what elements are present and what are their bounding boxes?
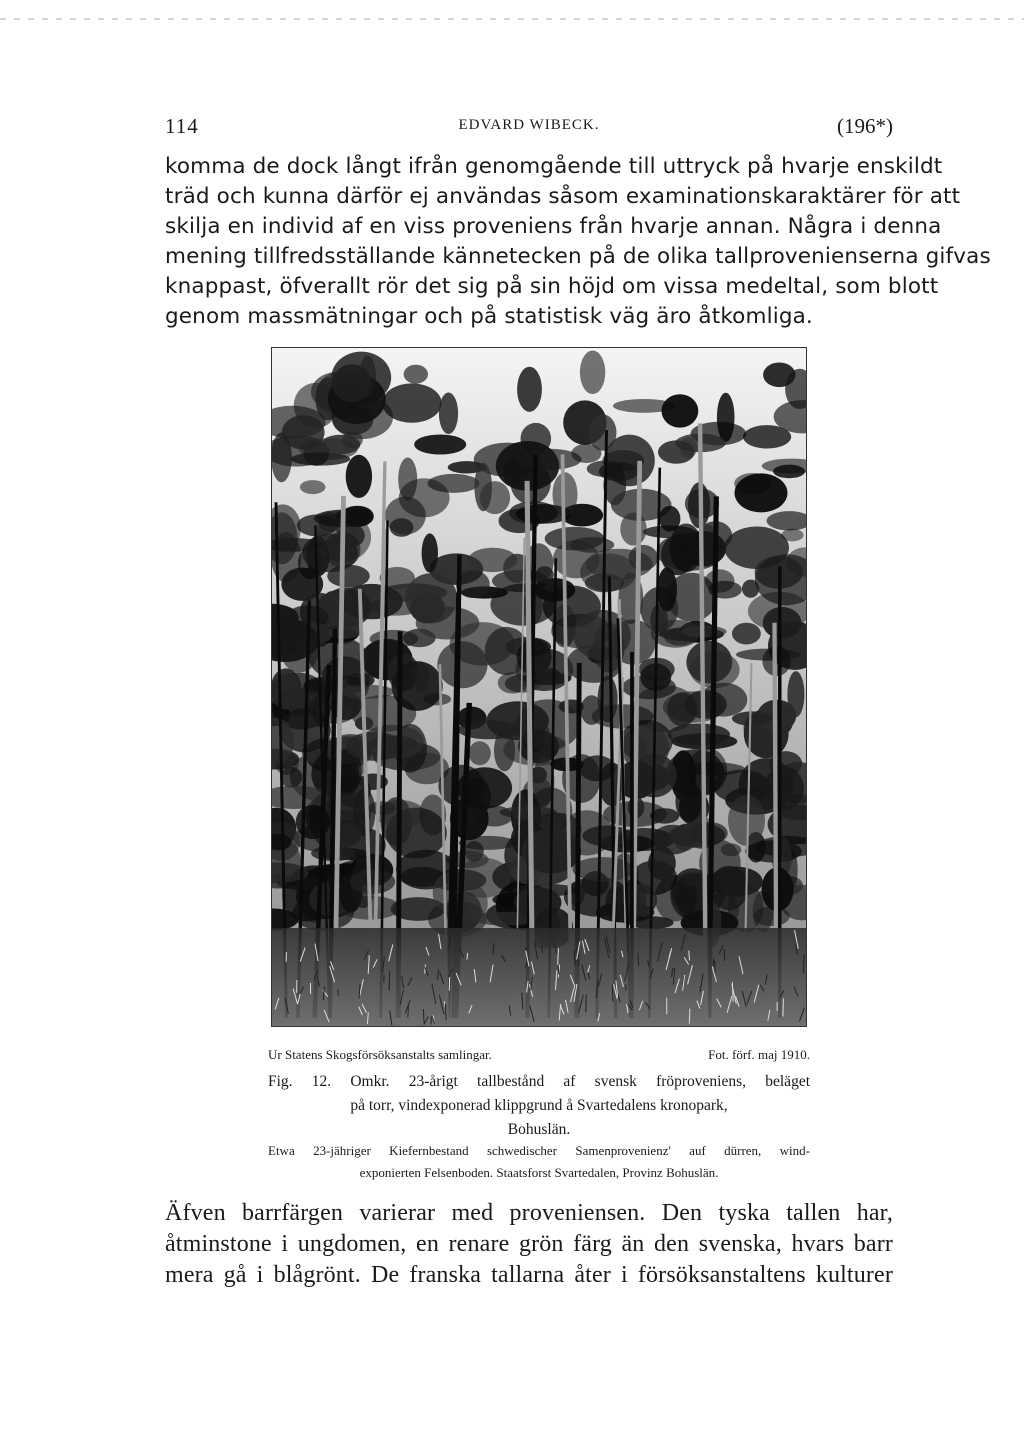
foliage-clump	[709, 866, 748, 910]
caption-line: Fig. 12. Omkr. 23-årigt tallbestånd af svensk fröproveniens, beläget	[268, 1073, 810, 1090]
text-line: knappast, öfverallt rör det sig på sin höjd om vissa medeltal, som blott	[165, 274, 939, 299]
foliage-clump	[515, 699, 580, 750]
foliage-clump	[280, 767, 302, 788]
running-title: EDVARD WIBECK.	[458, 117, 600, 133]
foliage-clump	[657, 567, 677, 611]
grass-blade	[783, 998, 784, 1016]
foliage-clump	[773, 465, 805, 479]
caption-line: på torr, vindexponerad klippgrund å Svartedalens kronopark,	[350, 1097, 728, 1114]
grass-blade	[558, 948, 559, 964]
grass-blade	[803, 955, 804, 974]
grass-blade	[612, 984, 613, 1001]
foliage-clump	[670, 524, 703, 573]
body-paragraph-2	[165, 1198, 893, 1291]
foliage-clump	[680, 872, 701, 886]
page-number: 114	[165, 114, 199, 138]
foliage-clump	[516, 449, 581, 470]
foliage-clump	[764, 767, 804, 810]
grass-blade	[713, 958, 714, 965]
foliage-clump	[282, 415, 325, 449]
sheet-mark: (196*)	[837, 114, 893, 138]
foliage-clump	[300, 480, 326, 494]
foliage-clump	[668, 724, 730, 746]
foliage-clump	[743, 425, 791, 448]
credit-photographer: Fot. förf. maj 1910.	[708, 1047, 810, 1062]
body-paragraph-1	[165, 152, 991, 332]
grass-blade	[724, 949, 725, 961]
caption-line: Bohuslän.	[507, 1121, 571, 1138]
pine-forest-photo	[272, 348, 806, 1026]
text-line: Äfven barrfärgen varierar med proveniensen. Den tyska tallen har,	[165, 1200, 893, 1226]
foliage-clump	[629, 545, 658, 571]
foliage-clump	[350, 869, 395, 894]
foliage-clump	[291, 452, 351, 465]
caption-line: Etwa 23-jähriger Kiefernbestand schwedischer Samenprovenienz' auf dürren, wind-	[268, 1143, 810, 1158]
grass-blade	[689, 951, 690, 961]
foliage-clump	[439, 393, 458, 435]
foliage-clump	[686, 641, 732, 684]
foliage-clump	[405, 573, 457, 623]
foliage-clump	[414, 435, 466, 455]
foliage-clump	[579, 755, 615, 781]
foliage-clump	[469, 741, 491, 765]
text-line: skilja en individ af en viss proveniens från hvarje annan. Några i denna	[165, 214, 942, 239]
foliage-clump	[705, 569, 735, 592]
text-line: åtminstone i ungdomen, en renare grön färg än den svenska, hvars barr	[165, 1231, 893, 1257]
text-line: träd och kunna därför ej användas såsom examinationskaraktärer för att	[165, 184, 961, 209]
text-line: komma de dock långt ifrån genomgående till uttryck på hvarje enskildt	[165, 154, 943, 179]
foliage-clump	[535, 566, 554, 583]
foliage-clump	[528, 788, 572, 835]
page-header	[165, 114, 893, 140]
figure-caption-swedish	[268, 1070, 810, 1142]
grass-blade	[689, 1009, 690, 1024]
foliage-clump	[459, 836, 516, 850]
foliage-clump	[537, 668, 562, 682]
text-line: mera gå i blågrönt. De franska tallarna åter i försöksanstaltens kulturer	[165, 1262, 893, 1288]
foliage-clump	[685, 690, 727, 719]
foliage-clump	[735, 473, 788, 512]
foliage-clump	[342, 431, 363, 448]
foliage-clump	[732, 623, 761, 645]
foliage-clump	[346, 732, 404, 761]
figure-photograph	[271, 347, 807, 1027]
foliage-clump	[422, 533, 438, 572]
figure-caption-german	[268, 1140, 810, 1184]
grass-blade	[389, 971, 390, 990]
foliage-clump	[728, 795, 765, 846]
foliage-clump	[662, 394, 699, 427]
foliage-clump	[370, 630, 419, 648]
foliage-clump	[659, 506, 680, 532]
foliage-clump	[413, 663, 429, 692]
foliage-clump	[688, 748, 728, 794]
scan-artifact-line	[0, 18, 1024, 20]
grass-blade	[446, 1004, 447, 1021]
credit-source: Ur Statens Skogsförsöksanstalts samlingar.	[268, 1047, 492, 1062]
text-line: genom massmätningar och på statistisk väg äro åtkomliga.	[165, 304, 813, 329]
foliage-clump	[346, 455, 372, 498]
foliage-clump	[404, 365, 428, 384]
grass-blade	[423, 1009, 424, 1024]
caption-line: exponierten Felsenboden. Staatsforst Svartedalen, Provinz Bohuslän.	[359, 1165, 719, 1180]
foliage-clump	[468, 548, 517, 572]
grass-blade	[586, 995, 587, 1013]
foliage-clump	[570, 537, 615, 553]
foliage-clump	[517, 367, 542, 412]
foliage-clump	[588, 414, 616, 450]
foliage-clump	[340, 584, 403, 619]
text-line: mening tillfredsställande kännetecken på de olika tallprovenienserna gifvas	[165, 244, 991, 269]
foliage-clump	[272, 668, 302, 709]
foliage-clump	[732, 711, 772, 725]
figure-credit	[268, 1047, 810, 1067]
foliage-clump	[399, 478, 450, 517]
foliage-clump	[474, 463, 492, 512]
grass-blade	[338, 989, 339, 996]
foliage-clump	[580, 351, 605, 395]
foliage-clump	[333, 364, 372, 402]
